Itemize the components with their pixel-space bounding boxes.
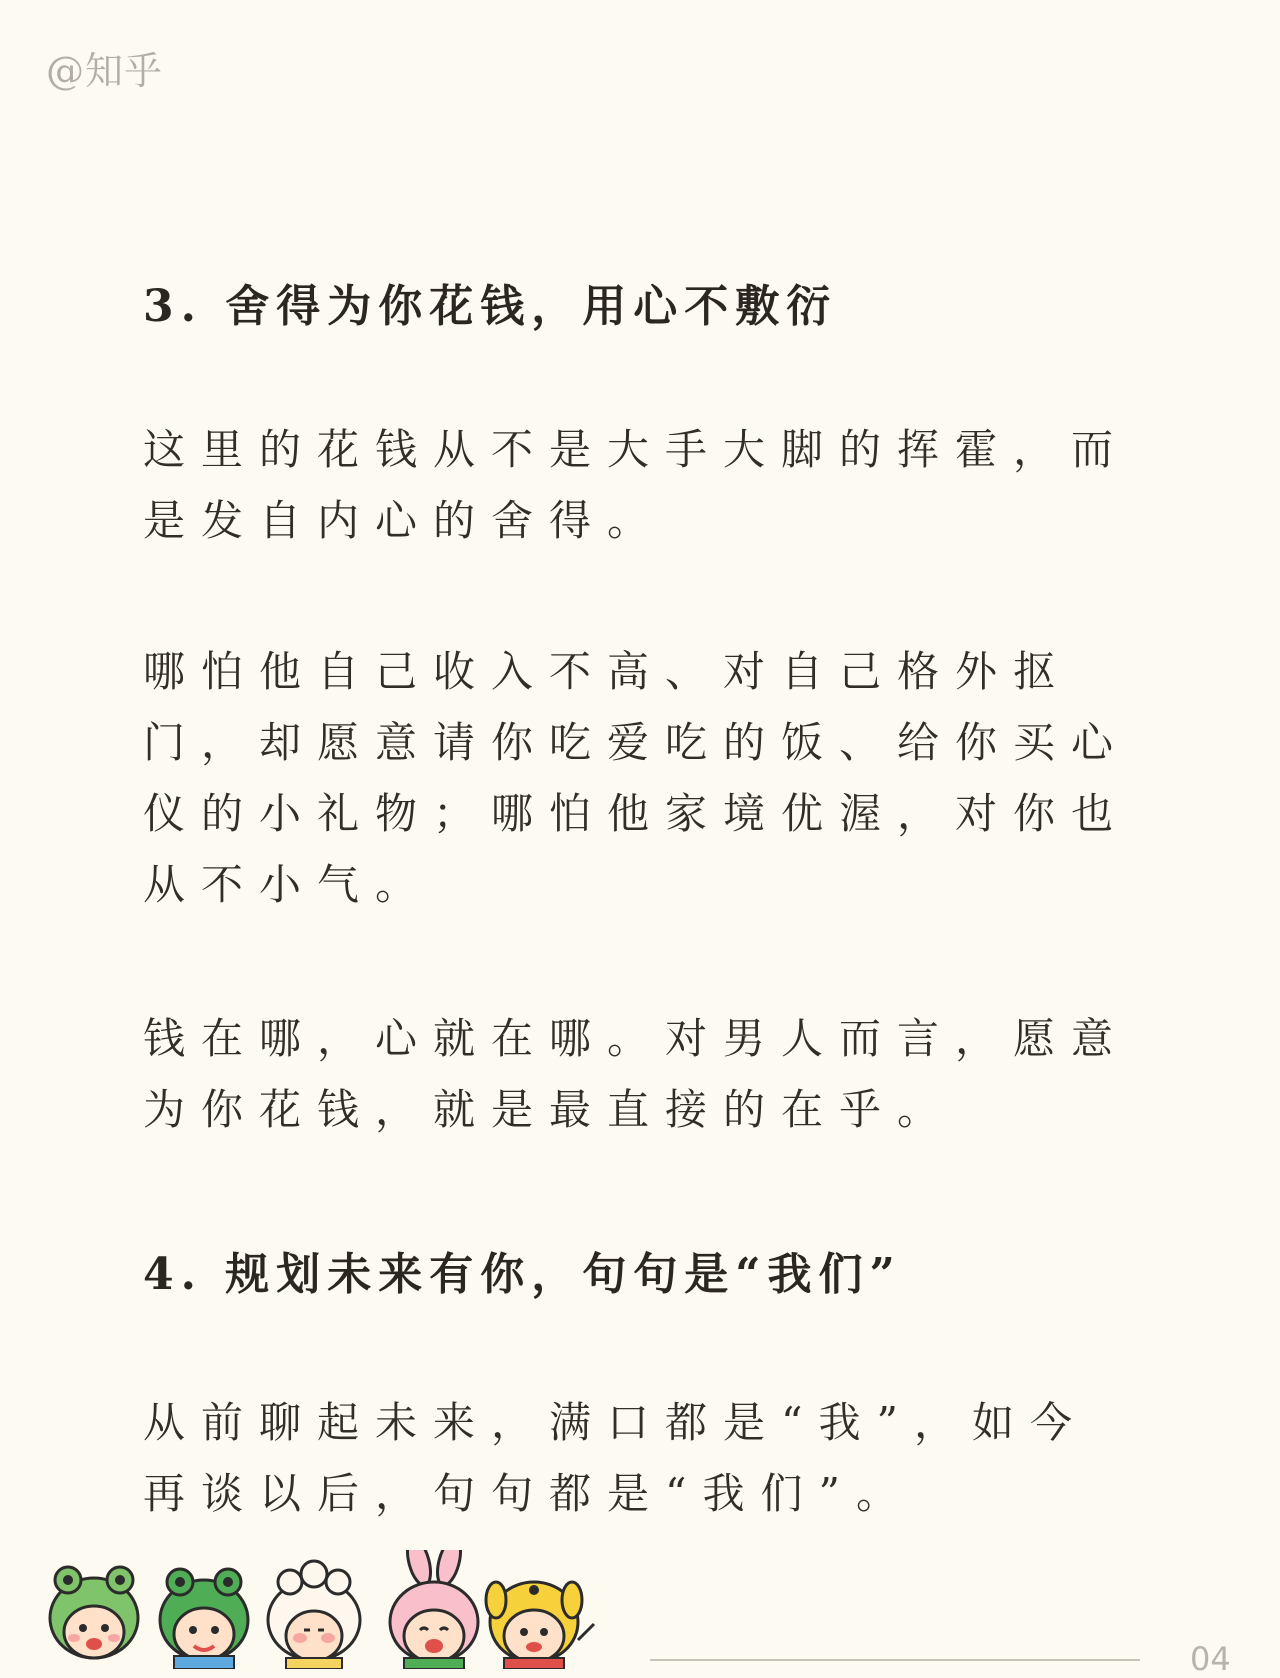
- paragraph: 钱在哪，心就在哪。对男人而言，愿意为你花钱，就是最直接的在乎。: [143, 1014, 1130, 1134]
- paragraph: 这里的花钱从不是大手大脚的挥霍，而是发自内心的舍得。: [143, 425, 1130, 545]
- footer-divider: [650, 1659, 1140, 1661]
- cartoon-kids-costumes-icon: [24, 1550, 604, 1669]
- paragraph: 从前聊起未来，满口都是“我”，如今再谈以后，句句都是“我们”。: [143, 1398, 1088, 1518]
- section-heading-4: 4. 规划未来有你，句句是“我们”: [143, 1249, 902, 1300]
- section-heading-3: 3. 舍得为你花钱，用心不敷衍: [143, 281, 838, 332]
- article-body: [143, 270, 1143, 1529]
- watermark: @知乎: [46, 49, 164, 93]
- paragraph: 哪怕他自己收入不高、对自己格外抠门，却愿意请你吃爱吃的饭、给你买心仪的小礼物；哪怕他家境优渥，对你也从不小气。: [143, 647, 1130, 909]
- page-number: 04: [1190, 1640, 1231, 1678]
